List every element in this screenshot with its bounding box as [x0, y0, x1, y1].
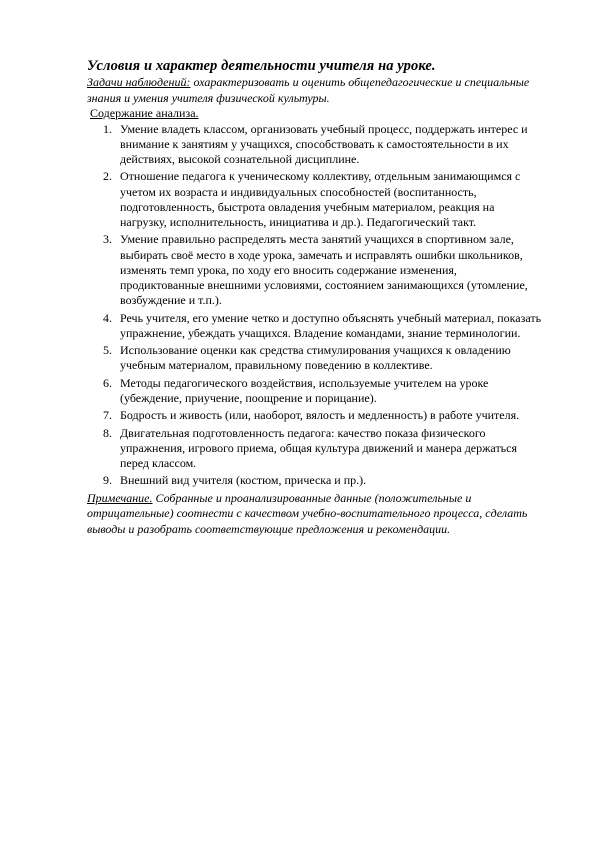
note-label: Примечание. [87, 490, 153, 505]
item-number: 2. [103, 169, 112, 184]
item-number: 7. [103, 408, 112, 423]
list-item [87, 122, 542, 168]
item-text: Двигательная подготовленность педагога: качество показа физического упражнения, игрового приема, общая культура движений и манера держаться перед классом. [120, 425, 518, 471]
note-text: Собранные и проанализированные данные (положительные и отрицательные) соотнести с качеством учебно-воспитательного процесса, сделать выводы и разобрать соответствующие предложения и рекомендации. [87, 490, 528, 536]
list-item [87, 232, 542, 308]
item-number: 9. [103, 473, 112, 488]
item-number: 3. [103, 232, 112, 247]
list-item [87, 376, 542, 406]
item-text: Умение владеть классом, организовать учебный процесс, поддержать интерес и внимание к занятиям у учащихся, способствовать к самостоятельности в их действиях, высокой сознательной дисциплине. [120, 121, 528, 166]
tasks-label: Задачи наблюдений: [87, 75, 191, 89]
item-text: Использование оценки как средства стимулирования учащихся к овладению учебным материалом, правильному поведению в коллективе. [120, 343, 511, 373]
item-text: Методы педагогического воздействия, используемые учителем на уроке (убеждение, приучение, поощрение и порицание). [120, 375, 489, 405]
item-text: Речь учителя, его умение четко и доступно объяснять учебный материал, показать упражнение, убеждать учащихся. Владение командами, знание терминологии. [120, 310, 542, 340]
analysis-heading: Содержание анализа. [90, 106, 199, 120]
item-number: 8. [103, 425, 112, 440]
tasks-text: охарактеризовать и оценить общепедагогические и специальные знания и умения учителя физической культуры. [87, 75, 530, 105]
list-item [87, 426, 542, 472]
list-item [87, 343, 542, 373]
list-item [87, 408, 542, 423]
list-item [87, 169, 542, 230]
item-text: Умение правильно распределять места занятий учащихся в спортивном зале, выбирать своё место в ходе урока, замечать и исправлять ошибки школьников, изменять темп урока, по ходу его вносить содержание изменения, продиктованные внешними условиями, состоянием занимающихся (утомление, возбуждение и т.п.). [120, 232, 528, 308]
item-text: Отношение педагога к ученическому коллективу, отдельным занимающимся с учетом их возраста и индивидуальных способностей (воспитанность, подготовленность, быстрота овладения учебным материалом, реакция на нагрузку, исполнительность, инициатива и др.). Педагогический такт. [120, 169, 521, 229]
note-paragraph [87, 491, 542, 538]
item-number: 1. [103, 121, 112, 136]
list-item [87, 311, 542, 341]
list-item [87, 473, 542, 488]
item-text: Внешний вид учителя (костюм, прическа и пр.). [120, 473, 367, 488]
item-number: 6. [103, 375, 112, 390]
document-page [87, 57, 542, 537]
item-text: Бодрость и живость (или, наоборот, вялость и медленность) в работе учителя. [120, 408, 520, 423]
document-title: Условия и характер деятельности учителя на уроке. [87, 58, 436, 74]
analysis-list [87, 122, 542, 489]
item-number: 4. [103, 310, 112, 325]
tasks-paragraph [87, 75, 542, 106]
item-number: 5. [103, 343, 112, 358]
